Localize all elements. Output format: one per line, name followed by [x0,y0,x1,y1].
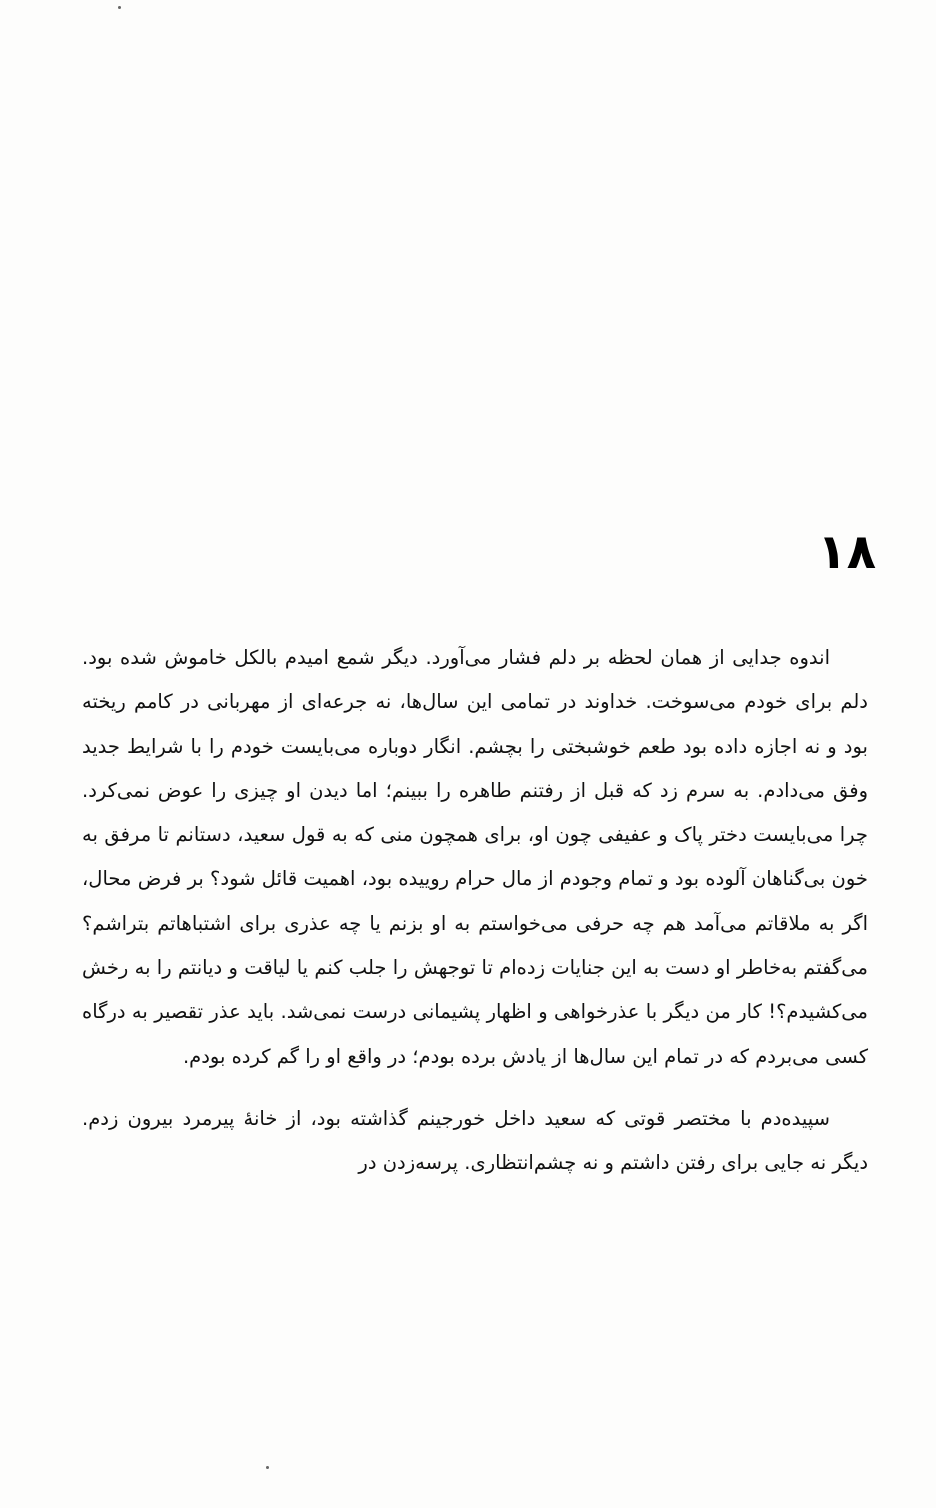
paragraph-2: سپیده‌دم با مختصر قوتی که سعید داخل خورجینم گذاشته بود، از خانهٔ پیرمرد بیرون زدم. دیگر نه جایی برای رفتن داشتم و نه چشم‌انتظاری. پرسه‌زدن در [82,1106,868,1175]
print-speck [266,1466,269,1469]
chapter-body [82,636,868,1186]
paragraph-1: اندوه جدایی از همان لحظه بر دلم فشار می‌آورد. دیگر شمع امیدم بالکل خاموش شده بود. دلم برای خودم می‌سوخت. خداوند در تمامی این سال‌ها، نه جرعه‌ای از مهربانی در کامم ریخته بود و نه اجازه داده بود طعم خوشبختی را بچشم. انگار دوباره می‌بایست خودم را با شرایط جدید وفق می‌دادم. به سرم زد که قبل از رفتنم طاهره را ببینم؛ اما دیدن او چیزی را عوض نمی‌کرد. چرا می‌بایست دختر پاک و عفیفی چون او، برای همچون منی که به قول سعید، دستانم تا مرفق به خون بی‌گناهان آلوده بود و تمام وجودم از مال حرام روییده بود، اهمیت قائل شود؟ بر فرض محال، اگر به ملاقاتم می‌آمد هم چه حرفی می‌خواستم به او بزنم یا چه عذری برای اشتباهاتم بتراشم؟ می‌گفتم به‌خاطر او دست به این جنایات زده‌ام تا توجهش را جلب کنم یا لیاقت و دیانتم را به رخش می‌کشیدم؟! کار من دیگر با عذرخواهی و اظهار پشیمانی درست نمی‌شد. باید عذر تقصیر به درگاه کسی می‌بردم که در تمام این سال‌ها از یادش برده بودم؛ در واقع او را گم کرده بودم. [82,646,868,1068]
chapter-number: ۱۸ [817,524,876,580]
print-speck [118,6,121,9]
